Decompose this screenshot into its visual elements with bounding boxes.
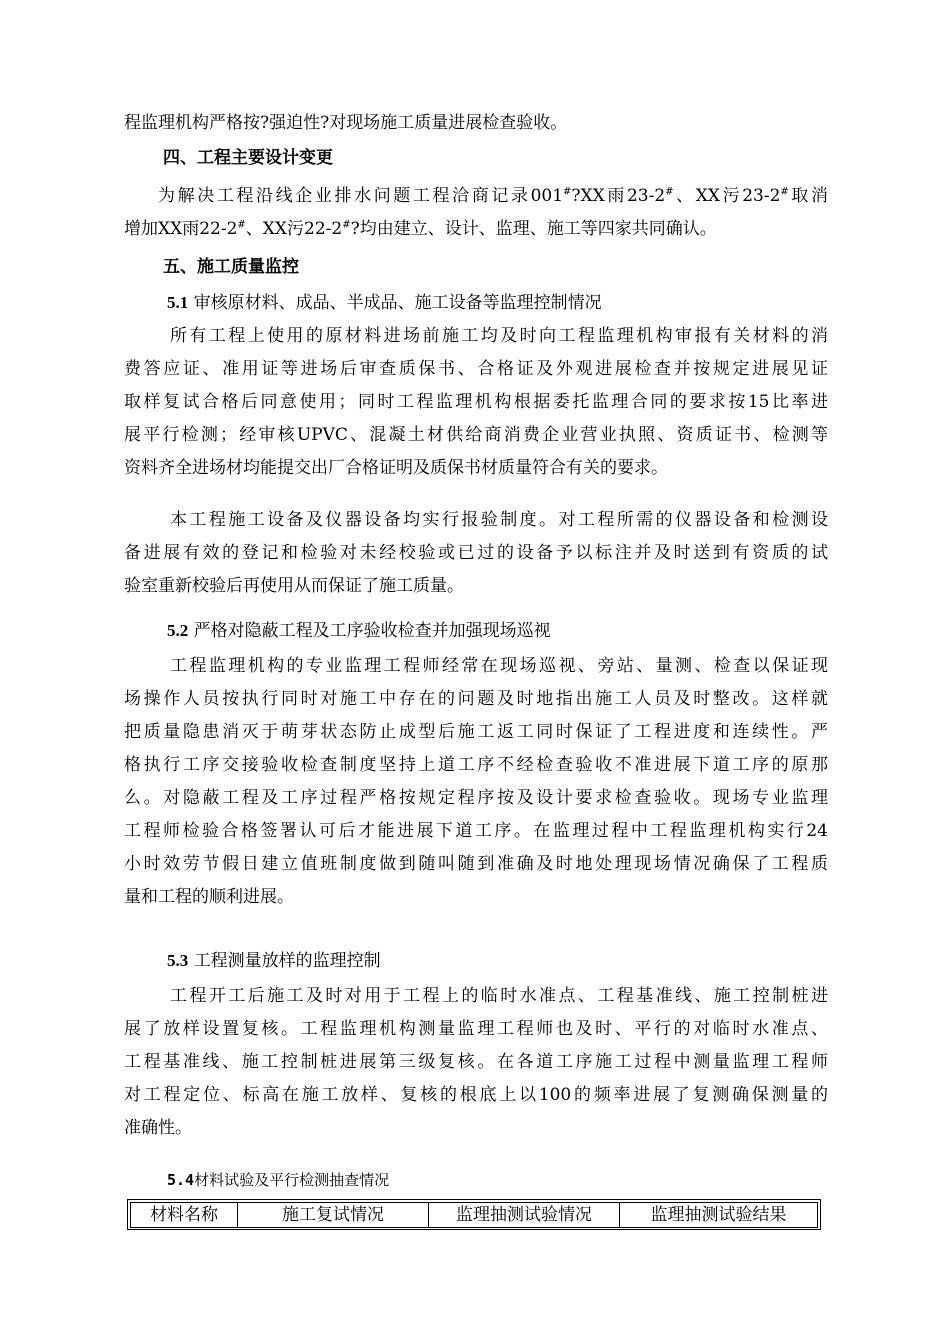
text-line: 么。对隐蔽工程及工序过程严格按规定程序按及设计要求检查验收。现场专业监理 bbox=[124, 788, 828, 808]
text-line: 场操作人员按执行同时对施工中存在的问题及时地指出施工人员及时整改。这样就 bbox=[124, 689, 828, 709]
subheading-5-4: 5.4材料试验及平行检测抽查情况 bbox=[167, 1171, 390, 1189]
heading-design-changes: 四、工程主要设计变更 bbox=[163, 148, 333, 168]
paragraph-equipment bbox=[124, 504, 828, 603]
subheading-5-2: 5.2 严格对隐蔽工程及工序验收检查并加强现场巡视 bbox=[167, 621, 551, 641]
text-line: 工程师检验合格签署认可后才能进展下道工序。在监理过程中工程监理机构实行24 bbox=[124, 821, 828, 841]
text-line: 把质量隐患消灭于萌芽状态防止成型后施工返工同时保证了工程进度和连续性。严 bbox=[124, 722, 828, 742]
table-header-cell: 监理抽测试验结果 bbox=[620, 1203, 818, 1228]
table-header-row bbox=[131, 1203, 818, 1228]
text-line: 量和工程的顺利进展。 bbox=[124, 887, 294, 907]
text-line: 小时效劳节假日建立值班制度做到随叫随到准确及时地处理现场情况确保了工程质 bbox=[124, 854, 828, 874]
text-line: 取样复试合格后同意使用；同时工程监理机构根据委托监理合同的要求按15比率进 bbox=[124, 392, 828, 412]
paragraph-inspection bbox=[124, 650, 828, 914]
table-header-cell: 材料名称 bbox=[131, 1203, 238, 1228]
text-line: 工程开工后施工及时对用于工程上的临时水准点、工程基准线、施工控制桩进 bbox=[170, 986, 828, 1006]
paragraph-design-changes bbox=[124, 180, 828, 246]
table-header-cell: 施工复试情况 bbox=[238, 1203, 429, 1228]
text-line: 展了放样设置复核。工程监理机构测量监理工程师也及时、平行的对临时水准点、 bbox=[124, 1019, 828, 1039]
heading-quality-monitoring: 五、施工质量监控 bbox=[163, 257, 299, 277]
paragraph-continued bbox=[124, 107, 828, 140]
text-line: 工程基准线、施工控制桩进展第三级复核。在各道工序施工过程中测量监理工程师 bbox=[124, 1052, 828, 1072]
materials-table bbox=[130, 1202, 818, 1228]
text-line: 费答应证、准用证等进场后审查质保书、合格证及外观进展检查并按规定进展见证 bbox=[124, 359, 828, 379]
text-line: 验室重新校验后再使用从而保证了施工质量。 bbox=[124, 576, 464, 596]
paragraph-materials bbox=[124, 320, 828, 485]
text-line: 资料齐全进场材均能提交出厂合格证明及质保书材质量符合有关的要求。 bbox=[124, 458, 668, 478]
text-line: 准确性。 bbox=[124, 1118, 192, 1138]
paragraph-survey bbox=[124, 980, 828, 1145]
text-line: 格执行工序交接验收检查制度坚持上道工序不经检查验收不准进展下道工序的原那 bbox=[124, 755, 828, 775]
text-line: 增加XX雨22-2#、XX污22-2#?均由建立、设计、监理、施工等四家共同确认。 bbox=[124, 219, 717, 239]
subheading-5-3: 5.3 工程测量放样的监理控制 bbox=[167, 951, 381, 971]
text-line: 工程监理机构的专业监理工程师经常在现场巡视、旁站、量测、检查以保证现 bbox=[170, 656, 828, 676]
text-line: 本工程施工设备及仪器设备均实行报验制度。对工程所需的仪器设备和检测设 bbox=[170, 510, 828, 530]
text-line: 为解决工程沿线企业排水问题工程洽商记录001#?XX雨23-2#、XX污23-2#取消 bbox=[158, 186, 828, 206]
table-header-cell: 监理抽测试验情况 bbox=[429, 1203, 620, 1228]
text-line: 备进展有效的登记和检验对未经校验或已过的设备予以标注并及时送到有资质的试 bbox=[124, 543, 828, 563]
text-line: 所有工程上使用的原材料进场前施工均及时向工程监理机构审报有关材料的消 bbox=[170, 326, 828, 346]
subheading-5-1: 5.1 审核原材料、成品、半成品、施工设备等监理控制情况 bbox=[167, 293, 602, 313]
text-line: 程监理机构严格按?强迫性?对现场施工质量进展检查验收。 bbox=[124, 113, 568, 133]
text-line: 展平行检测；经审核UPVC、混凝土材供给商消费企业营业执照、资质证书、检测等 bbox=[124, 425, 828, 445]
text-line: 对工程定位、标高在施工放样、复核的根底上以100的频率进展了复测确保测量的 bbox=[124, 1085, 828, 1105]
